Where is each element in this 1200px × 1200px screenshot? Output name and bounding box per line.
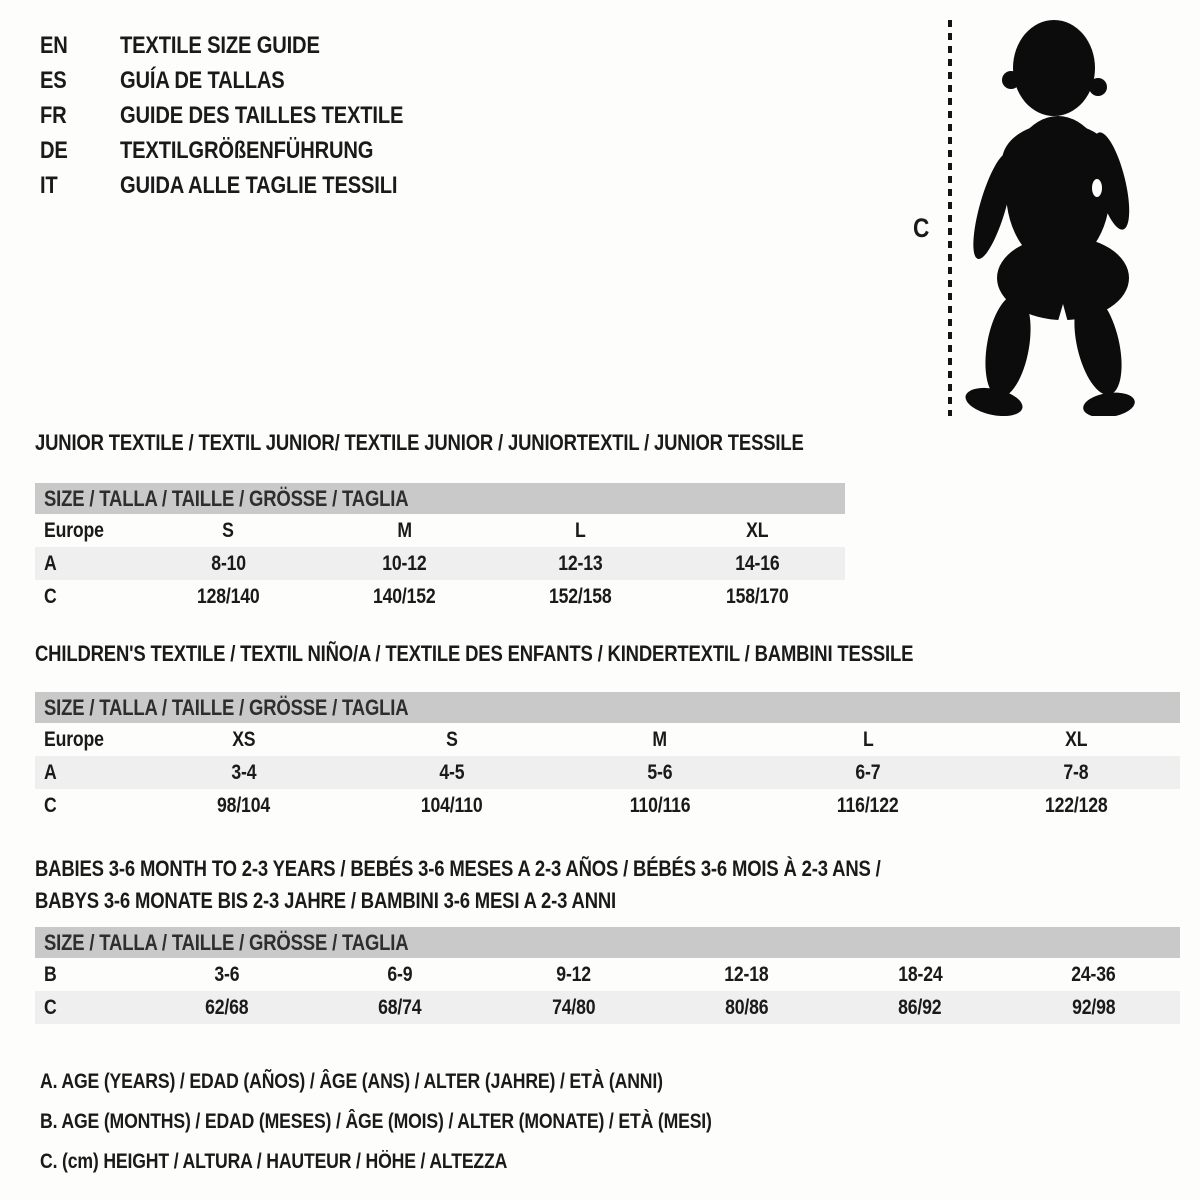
row-value-cell bbox=[669, 519, 845, 543]
legend-line-text: B. AGE (MONTHS) / EDAD (MESES) / ÂGE (MOIS) / ALTER (MONATE) / ETÀ (MESI) bbox=[40, 1110, 712, 1133]
row-value-text: 152/158 bbox=[549, 584, 612, 608]
row-value-text: 128/140 bbox=[196, 584, 260, 608]
row-value-cell bbox=[972, 728, 1180, 752]
language-title bbox=[120, 67, 316, 95]
row-value-text: XL bbox=[1064, 727, 1088, 751]
row-label bbox=[35, 552, 140, 576]
row-value-text: 7-8 bbox=[1063, 760, 1089, 784]
row-value-cell bbox=[316, 519, 492, 543]
table-row bbox=[35, 789, 1180, 822]
row-value-cell bbox=[669, 552, 845, 576]
row-value-cell bbox=[833, 996, 1006, 1020]
size-header-bar bbox=[35, 927, 1180, 958]
babies-textile-table bbox=[35, 853, 1180, 1024]
language-row bbox=[40, 133, 457, 168]
row-value-cell bbox=[1007, 996, 1180, 1020]
language-code bbox=[40, 67, 120, 95]
language-title-text: TEXTILGRÖßENFÜHRUNG bbox=[120, 136, 374, 164]
row-label bbox=[35, 728, 140, 752]
legend-line bbox=[40, 1102, 840, 1142]
row-value-text: 5-6 bbox=[647, 760, 673, 784]
row-value-text: S bbox=[222, 518, 234, 542]
table-title-text: BABYS 3-6 MONATE BIS 2-3 JAHRE / BAMBINI 3-6 MESI A 2-3 ANNI bbox=[35, 888, 617, 913]
language-row bbox=[40, 168, 457, 203]
row-value-cell bbox=[140, 519, 316, 543]
row-value-text: 86/92 bbox=[898, 995, 942, 1019]
row-label-text: C bbox=[44, 584, 57, 608]
row-value-cell bbox=[556, 728, 764, 752]
row-value-text: 158/170 bbox=[725, 584, 789, 608]
table-title bbox=[35, 853, 1180, 917]
language-code bbox=[40, 172, 120, 200]
table-row bbox=[35, 514, 845, 547]
size-header-bar bbox=[35, 483, 845, 514]
table-title-text: JUNIOR TEXTILE / TEXTIL JUNIOR/ TEXTILE JUNIOR / JUNIORTEXTIL / JUNIOR TESSILE bbox=[35, 430, 804, 455]
row-value-cell bbox=[660, 996, 833, 1020]
row-label bbox=[35, 794, 140, 818]
language-title bbox=[120, 32, 358, 60]
row-value-text: 98/104 bbox=[217, 793, 271, 817]
row-value-cell bbox=[972, 761, 1180, 785]
table-row bbox=[35, 991, 1180, 1024]
row-label-text: C bbox=[44, 793, 57, 817]
row-value-text: 18-24 bbox=[897, 962, 943, 986]
row-value-text: M bbox=[397, 518, 412, 542]
row-label-text: Europe bbox=[44, 518, 104, 542]
language-title-text: GUIDE DES TAILLES TEXTILE bbox=[120, 101, 404, 129]
table-body bbox=[35, 958, 1180, 1024]
row-value-cell bbox=[833, 963, 1006, 987]
row-value-cell bbox=[313, 996, 486, 1020]
measure-legend bbox=[40, 1062, 840, 1182]
row-value-cell bbox=[669, 585, 845, 609]
row-value-text: 24-36 bbox=[1071, 962, 1116, 986]
row-value-cell bbox=[493, 585, 669, 609]
row-value-cell bbox=[972, 794, 1180, 818]
language-code bbox=[40, 32, 120, 60]
legend-line-text: C. (cm) HEIGHT / ALTURA / HAUTEUR / HÖHE / ALTEZZA bbox=[40, 1150, 508, 1173]
row-value-text: M bbox=[652, 727, 668, 751]
language-title bbox=[120, 102, 457, 130]
junior-textile-table bbox=[35, 430, 845, 613]
row-value-cell bbox=[493, 519, 669, 543]
row-value-text: 12-13 bbox=[558, 551, 603, 575]
row-value-cell bbox=[316, 585, 492, 609]
language-title bbox=[120, 172, 450, 200]
children-textile-table bbox=[35, 641, 1180, 822]
row-value-text: XS bbox=[232, 727, 256, 751]
row-value-text: 3-6 bbox=[214, 962, 240, 986]
legend-line-text: A. AGE (YEARS) / EDAD (AÑOS) / ÂGE (ANS) / ALTER (JAHRE) / ETÀ (ANNI) bbox=[40, 1070, 663, 1093]
row-value-cell bbox=[348, 728, 556, 752]
row-value-cell bbox=[493, 552, 669, 576]
size-header-text: SIZE / TALLA / TAILLE / GRÖSSE / TAGLIA bbox=[44, 694, 409, 720]
table-title bbox=[35, 430, 845, 456]
row-value-text: 80/86 bbox=[724, 995, 769, 1019]
row-value-text: 9-12 bbox=[556, 962, 591, 986]
language-title bbox=[120, 137, 422, 165]
row-value-cell bbox=[660, 963, 833, 987]
row-value-text: 110/116 bbox=[629, 793, 691, 817]
height-measure-label bbox=[913, 213, 932, 244]
size-header-text: SIZE / TALLA / TAILLE / GRÖSSE / TAGLIA bbox=[44, 485, 409, 511]
row-value-cell bbox=[140, 585, 316, 609]
row-value-text: 14-16 bbox=[734, 551, 780, 575]
row-label bbox=[35, 761, 140, 785]
row-value-text: L bbox=[862, 727, 874, 751]
table-row bbox=[35, 547, 845, 580]
language-title-text: GUÍA DE TALLAS bbox=[120, 66, 285, 94]
table-body bbox=[35, 514, 845, 613]
row-value-cell bbox=[764, 761, 972, 785]
language-code bbox=[40, 137, 120, 165]
table-row bbox=[35, 580, 845, 613]
size-header-text: SIZE / TALLA / TAILLE / GRÖSSE / TAGLIA bbox=[44, 929, 409, 955]
row-value-text: 6-9 bbox=[387, 962, 413, 986]
language-row bbox=[40, 28, 457, 63]
row-value-cell bbox=[140, 794, 348, 818]
row-value-text: 92/98 bbox=[1071, 995, 1115, 1019]
row-value-cell bbox=[764, 794, 972, 818]
table-title-line1 bbox=[35, 853, 1180, 885]
row-value-cell bbox=[313, 963, 486, 987]
table-title-text: CHILDREN'S TEXTILE / TEXTIL NIÑO/A / TEXTILE DES ENFANTS / KINDERTEXTIL / BAMBINI TESSILE bbox=[35, 641, 914, 666]
language-code-text: DE bbox=[40, 136, 68, 164]
language-code-text: ES bbox=[40, 66, 67, 94]
row-value-text: S bbox=[446, 727, 458, 751]
table-row bbox=[35, 756, 1180, 789]
row-value-cell bbox=[487, 963, 660, 987]
row-value-cell bbox=[764, 728, 972, 752]
row-label-text: A bbox=[44, 760, 57, 784]
row-value-cell bbox=[487, 996, 660, 1020]
row-label-text: A bbox=[44, 551, 57, 575]
row-value-cell bbox=[316, 552, 492, 576]
row-value-cell bbox=[140, 963, 313, 987]
toddler-silhouette-icon bbox=[963, 16, 1135, 416]
row-label-text: B bbox=[44, 962, 57, 986]
language-title-list bbox=[40, 28, 457, 203]
row-value-text: 8-10 bbox=[210, 551, 246, 575]
language-code bbox=[40, 102, 120, 130]
row-value-text: 4-5 bbox=[439, 760, 465, 784]
table-title-text: BABIES 3-6 MONTH TO 2-3 YEARS / BEBÉS 3-6 MESES A 2-3 AÑOS / BÉBÉS 3-6 MOIS À 2-3 ANS / bbox=[35, 856, 881, 881]
row-value-cell bbox=[348, 761, 556, 785]
row-value-text: 74/80 bbox=[551, 995, 595, 1019]
row-value-text: 122/128 bbox=[1044, 793, 1108, 817]
table-row bbox=[35, 958, 1180, 991]
height-measure-label-text: C bbox=[913, 213, 930, 243]
row-label-text: C bbox=[44, 995, 57, 1019]
row-value-cell bbox=[140, 552, 316, 576]
table-title bbox=[35, 641, 1180, 667]
row-label bbox=[35, 996, 140, 1020]
row-value-text: 12-18 bbox=[724, 962, 769, 986]
row-value-cell bbox=[140, 728, 348, 752]
row-value-text: 62/68 bbox=[205, 995, 249, 1019]
row-value-text: 10-12 bbox=[382, 551, 427, 575]
row-label bbox=[35, 585, 140, 609]
language-title-text: TEXTILE SIZE GUIDE bbox=[120, 31, 320, 59]
row-value-text: XL bbox=[745, 518, 768, 542]
language-code-text: FR bbox=[40, 101, 67, 129]
row-value-text: 104/110 bbox=[421, 793, 483, 817]
language-row bbox=[40, 98, 457, 133]
row-value-text: L bbox=[575, 518, 586, 542]
row-label bbox=[35, 963, 140, 987]
language-code-text: EN bbox=[40, 31, 68, 59]
language-title-text: GUIDA ALLE TAGLIE TESSILI bbox=[120, 171, 398, 199]
row-label bbox=[35, 519, 140, 543]
legend-line bbox=[40, 1062, 840, 1102]
height-measure-dashed-line bbox=[946, 16, 954, 418]
row-value-cell bbox=[556, 761, 764, 785]
row-value-text: 68/74 bbox=[378, 995, 422, 1019]
row-value-cell bbox=[348, 794, 556, 818]
legend-line bbox=[40, 1142, 840, 1182]
row-value-cell bbox=[140, 761, 348, 785]
table-body bbox=[35, 723, 1180, 822]
row-value-text: 116/122 bbox=[837, 793, 899, 817]
table-title-line2 bbox=[35, 885, 1180, 917]
language-row bbox=[40, 63, 457, 98]
table-row bbox=[35, 723, 1180, 756]
row-value-cell bbox=[1007, 963, 1180, 987]
row-value-cell bbox=[556, 794, 764, 818]
row-value-text: 140/152 bbox=[373, 584, 436, 608]
language-code-text: IT bbox=[40, 171, 58, 199]
row-value-text: 6-7 bbox=[855, 760, 881, 784]
row-label-text: Europe bbox=[44, 727, 104, 751]
size-header-bar bbox=[35, 692, 1180, 723]
row-value-cell bbox=[140, 996, 313, 1020]
row-value-text: 3-4 bbox=[231, 760, 257, 784]
